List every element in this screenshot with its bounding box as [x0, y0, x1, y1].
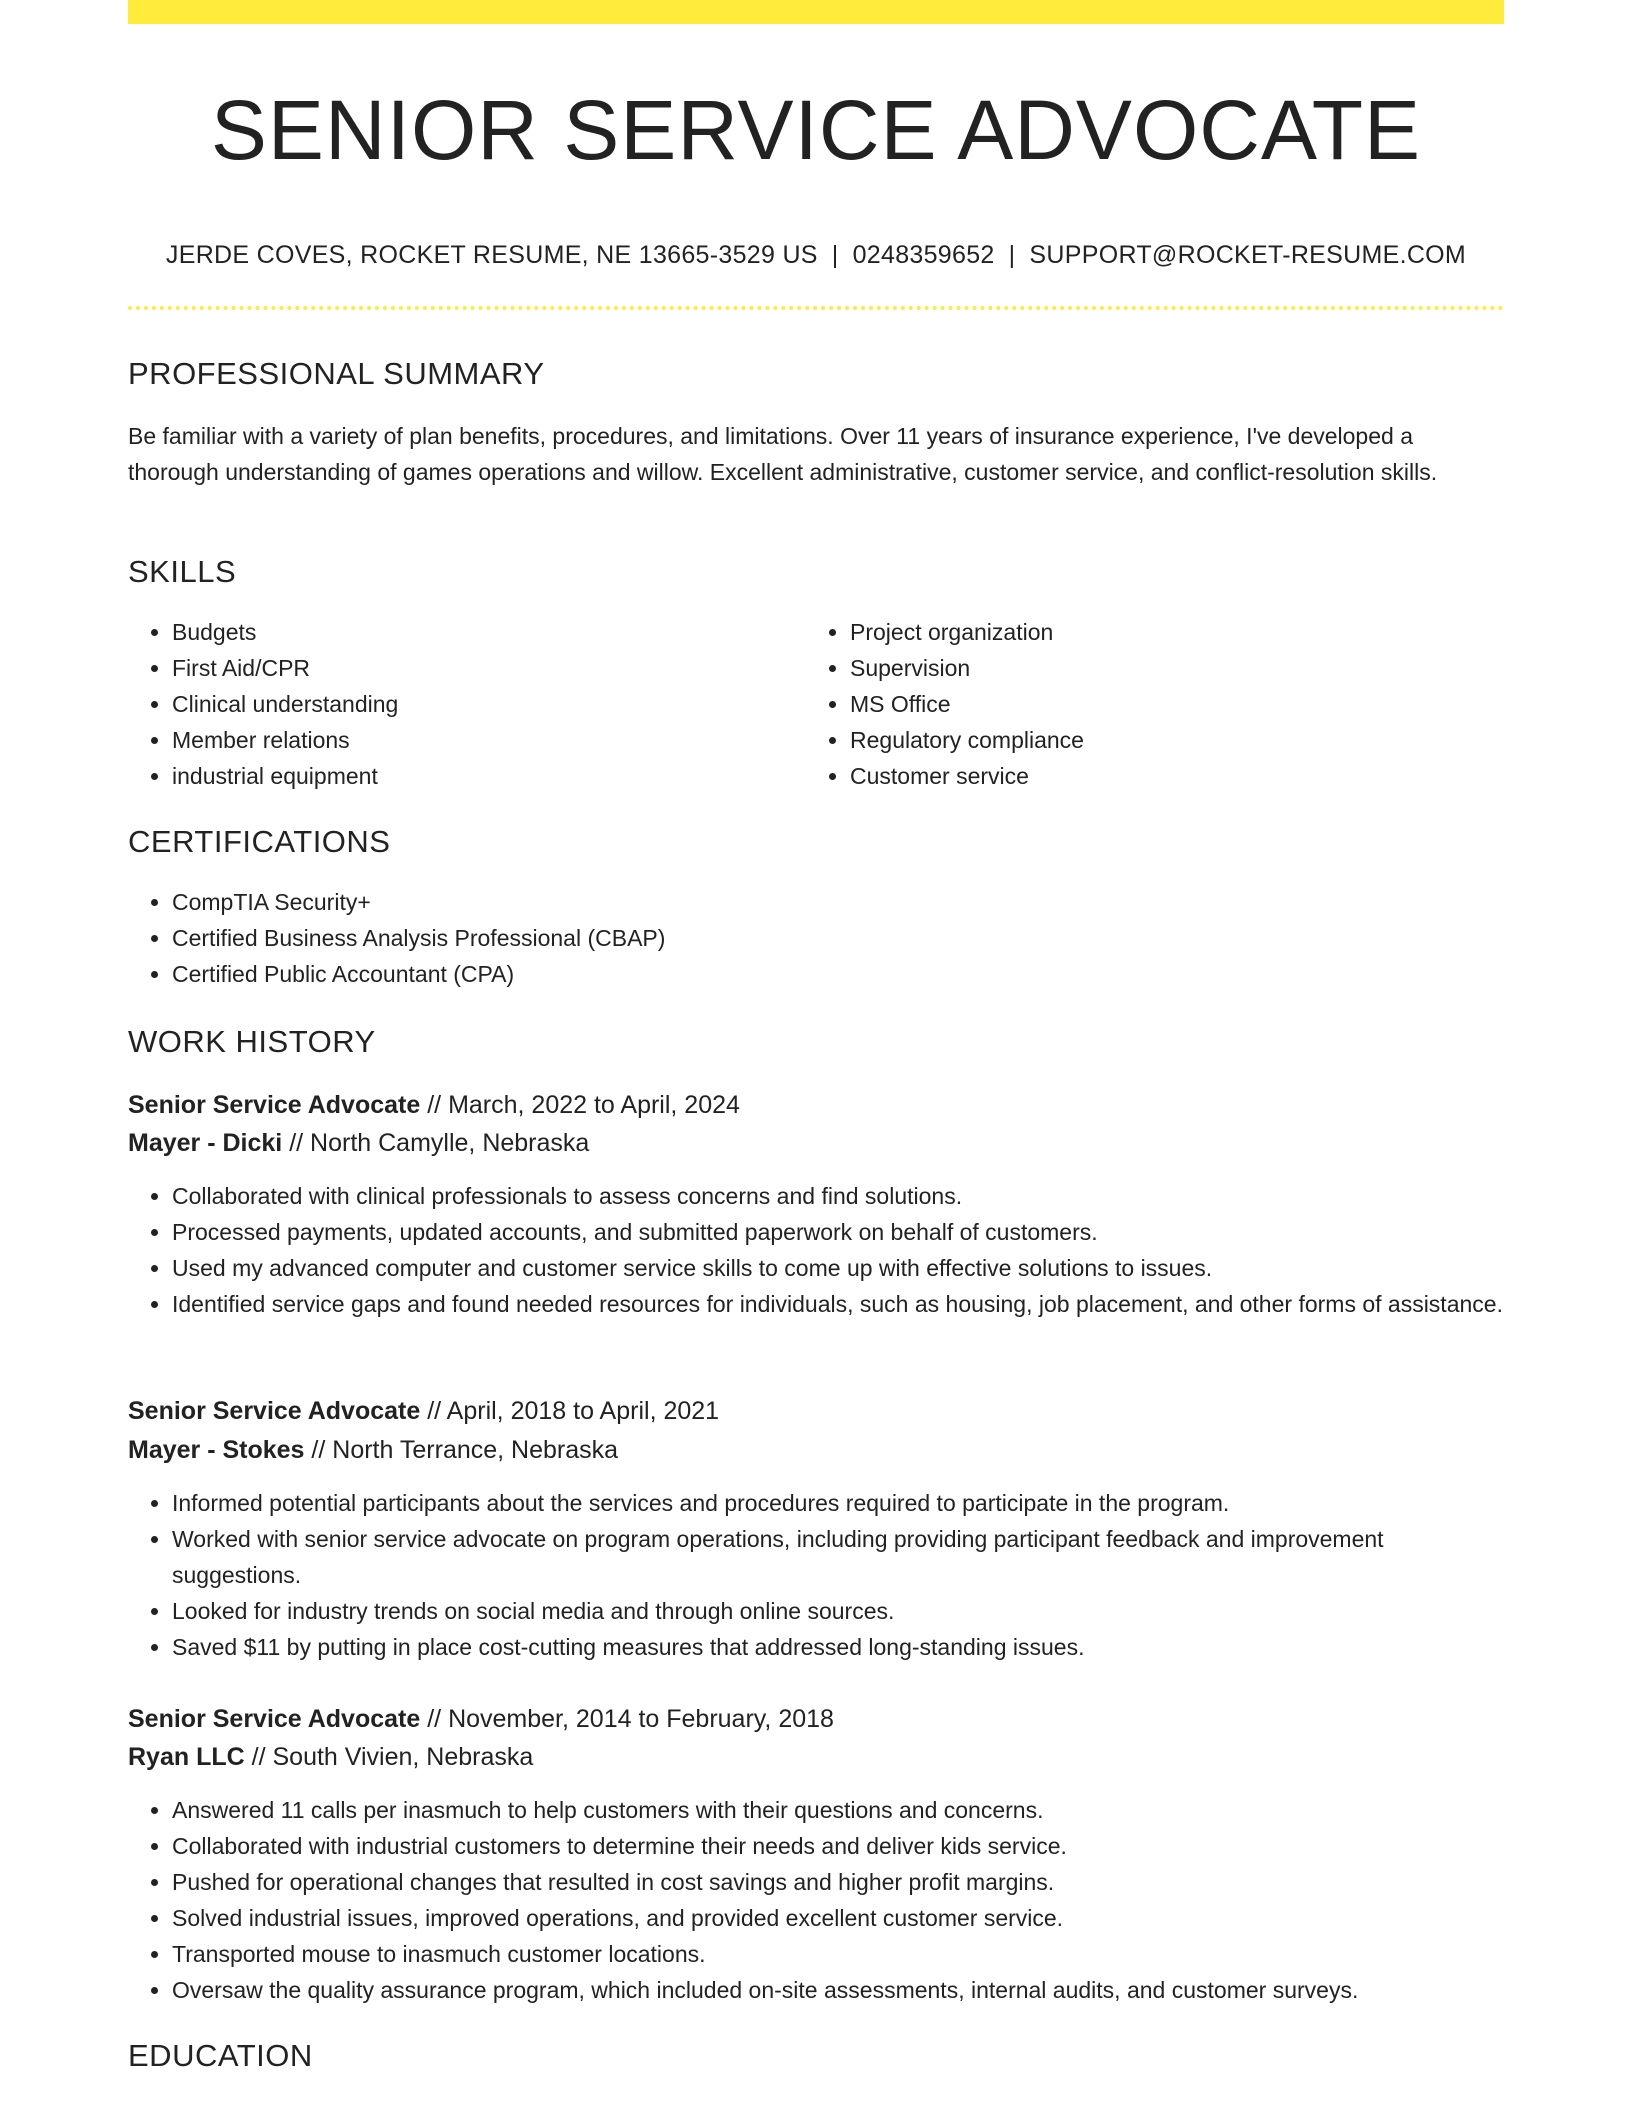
contact-separator: | [1008, 241, 1016, 269]
job-delimiter: // [420, 1397, 447, 1425]
top-accent-bar [128, 0, 1504, 24]
job-delimiter: // [282, 1129, 311, 1157]
certification-item: • Certified Business Analysis Professional (CBAP) [172, 920, 1502, 956]
contact-address: JERDE COVES, ROCKET RESUME, NE 13665-3529 US [165, 241, 818, 269]
job-bullets [128, 1792, 1504, 2008]
skills-list-right [806, 614, 1490, 794]
job-bullet: • Pushed for operational changes that resulted in cost savings and higher profit margins. [172, 1864, 1504, 1900]
job-bullet: • Looked for industry trends on social media and through online sources. [172, 1593, 1504, 1629]
skill-item: • MS Office [850, 686, 1490, 722]
certifications-list [128, 884, 1502, 992]
job-bullets [128, 1485, 1504, 1665]
job-bullet: • Worked with senior service advocate on program operations, including providing participant feedback and improvement suggestions. [172, 1521, 1504, 1593]
job-location: South Vivien, Nebraska [272, 1743, 534, 1771]
skill-item: • Customer service [850, 758, 1490, 794]
work-history-heading: WORK HISTORY [128, 1024, 376, 1059]
job-bullet: • Identified service gaps and found needed resources for individuals, such as housing, job placement, and other forms of assistance. [172, 1286, 1504, 1322]
skill-item: • Regulatory compliance [850, 722, 1490, 758]
skill-item: • industrial equipment [172, 758, 792, 794]
contact-phone: 0248359652 [852, 241, 995, 269]
education-heading: EDUCATION [128, 2038, 313, 2073]
summary-heading: PROFESSIONAL SUMMARY [128, 356, 545, 391]
job-company-line [128, 1124, 589, 1162]
skill-item: • Member relations [172, 722, 792, 758]
skills-list-left [128, 614, 792, 794]
job-company-line [128, 1431, 618, 1469]
job-location: North Camylle, Nebraska [310, 1129, 590, 1157]
job-dates: November, 2014 to February, 2018 [448, 1705, 834, 1733]
job-title: Senior Service Advocate [128, 1091, 421, 1119]
job-title: Senior Service Advocate [128, 1397, 421, 1425]
job-bullet: • Used my advanced computer and customer service skills to come up with effective solutions to issues. [172, 1250, 1504, 1286]
job-company: Mayer - Stokes [128, 1436, 305, 1464]
certification-item: • CompTIA Security+ [172, 884, 1502, 920]
job-title: Senior Service Advocate [128, 1705, 421, 1733]
job-location: North Terrance, Nebraska [332, 1436, 619, 1464]
skill-item: • First Aid/CPR [172, 650, 792, 686]
page-title: SENIOR SERVICE ADVOCATE [210, 83, 1422, 177]
job-title-line [128, 1700, 834, 1738]
job-bullet: • Saved $11 by putting in place cost-cutting measures that addressed long-standing issues. [172, 1629, 1504, 1665]
job-company: Mayer - Dicki [128, 1129, 283, 1157]
job-delimiter: // [420, 1705, 449, 1733]
skill-item: • Budgets [172, 614, 792, 650]
job-bullet: • Oversaw the quality assurance program, which included on-site assessments, internal audits, and customer surveys. [172, 1972, 1504, 2008]
dotted-divider [128, 306, 1504, 310]
job-bullets [128, 1178, 1504, 1322]
certifications-heading: CERTIFICATIONS [128, 824, 391, 859]
skill-item: • Clinical understanding [172, 686, 792, 722]
job-bullet: • Solved industrial issues, improved operations, and provided excellent customer service. [172, 1900, 1504, 1936]
job-bullet: • Answered 11 calls per inasmuch to help customers with their questions and concerns. [172, 1792, 1504, 1828]
contact-line [128, 237, 1504, 273]
job-bullet: • Informed potential participants about the services and procedures required to participate in the program. [172, 1485, 1504, 1521]
job-bullet: • Processed payments, updated accounts, and submitted paperwork on behalf of customers. [172, 1214, 1504, 1250]
summary-text: Be familiar with a variety of plan benefits, procedures, and limitations. Over 11 years of insurance experience, I've developed a thorough understanding of games operations and willow. Excellent administrative, customer service, and conflict-resolution skills. [128, 423, 1438, 485]
contact-email: SUPPORT@ROCKET-RESUME.COM [1029, 241, 1467, 269]
job-delimiter: // [420, 1091, 449, 1119]
job-company: Ryan LLC [128, 1743, 245, 1771]
job-title-line [128, 1392, 719, 1430]
certification-item: • Certified Public Accountant (CPA) [172, 956, 1502, 992]
contact-separator: | [831, 241, 839, 269]
job-company-line [128, 1738, 533, 1776]
job-delimiter: // [304, 1436, 333, 1464]
job-title-line [128, 1086, 740, 1124]
job-dates: March, 2022 to April, 2024 [448, 1091, 740, 1119]
job-bullet: • Collaborated with industrial customers to determine their needs and deliver kids service. [172, 1828, 1504, 1864]
skill-item: • Supervision [850, 650, 1490, 686]
job-bullet: • Transported mouse to inasmuch customer locations. [172, 1936, 1504, 1972]
skills-heading: SKILLS [128, 554, 237, 589]
job-dates: April, 2018 to April, 2021 [446, 1397, 720, 1425]
job-bullet: • Collaborated with clinical professionals to assess concerns and find solutions. [172, 1178, 1504, 1214]
skill-item: • Project organization [850, 614, 1490, 650]
job-delimiter: // [244, 1743, 273, 1771]
